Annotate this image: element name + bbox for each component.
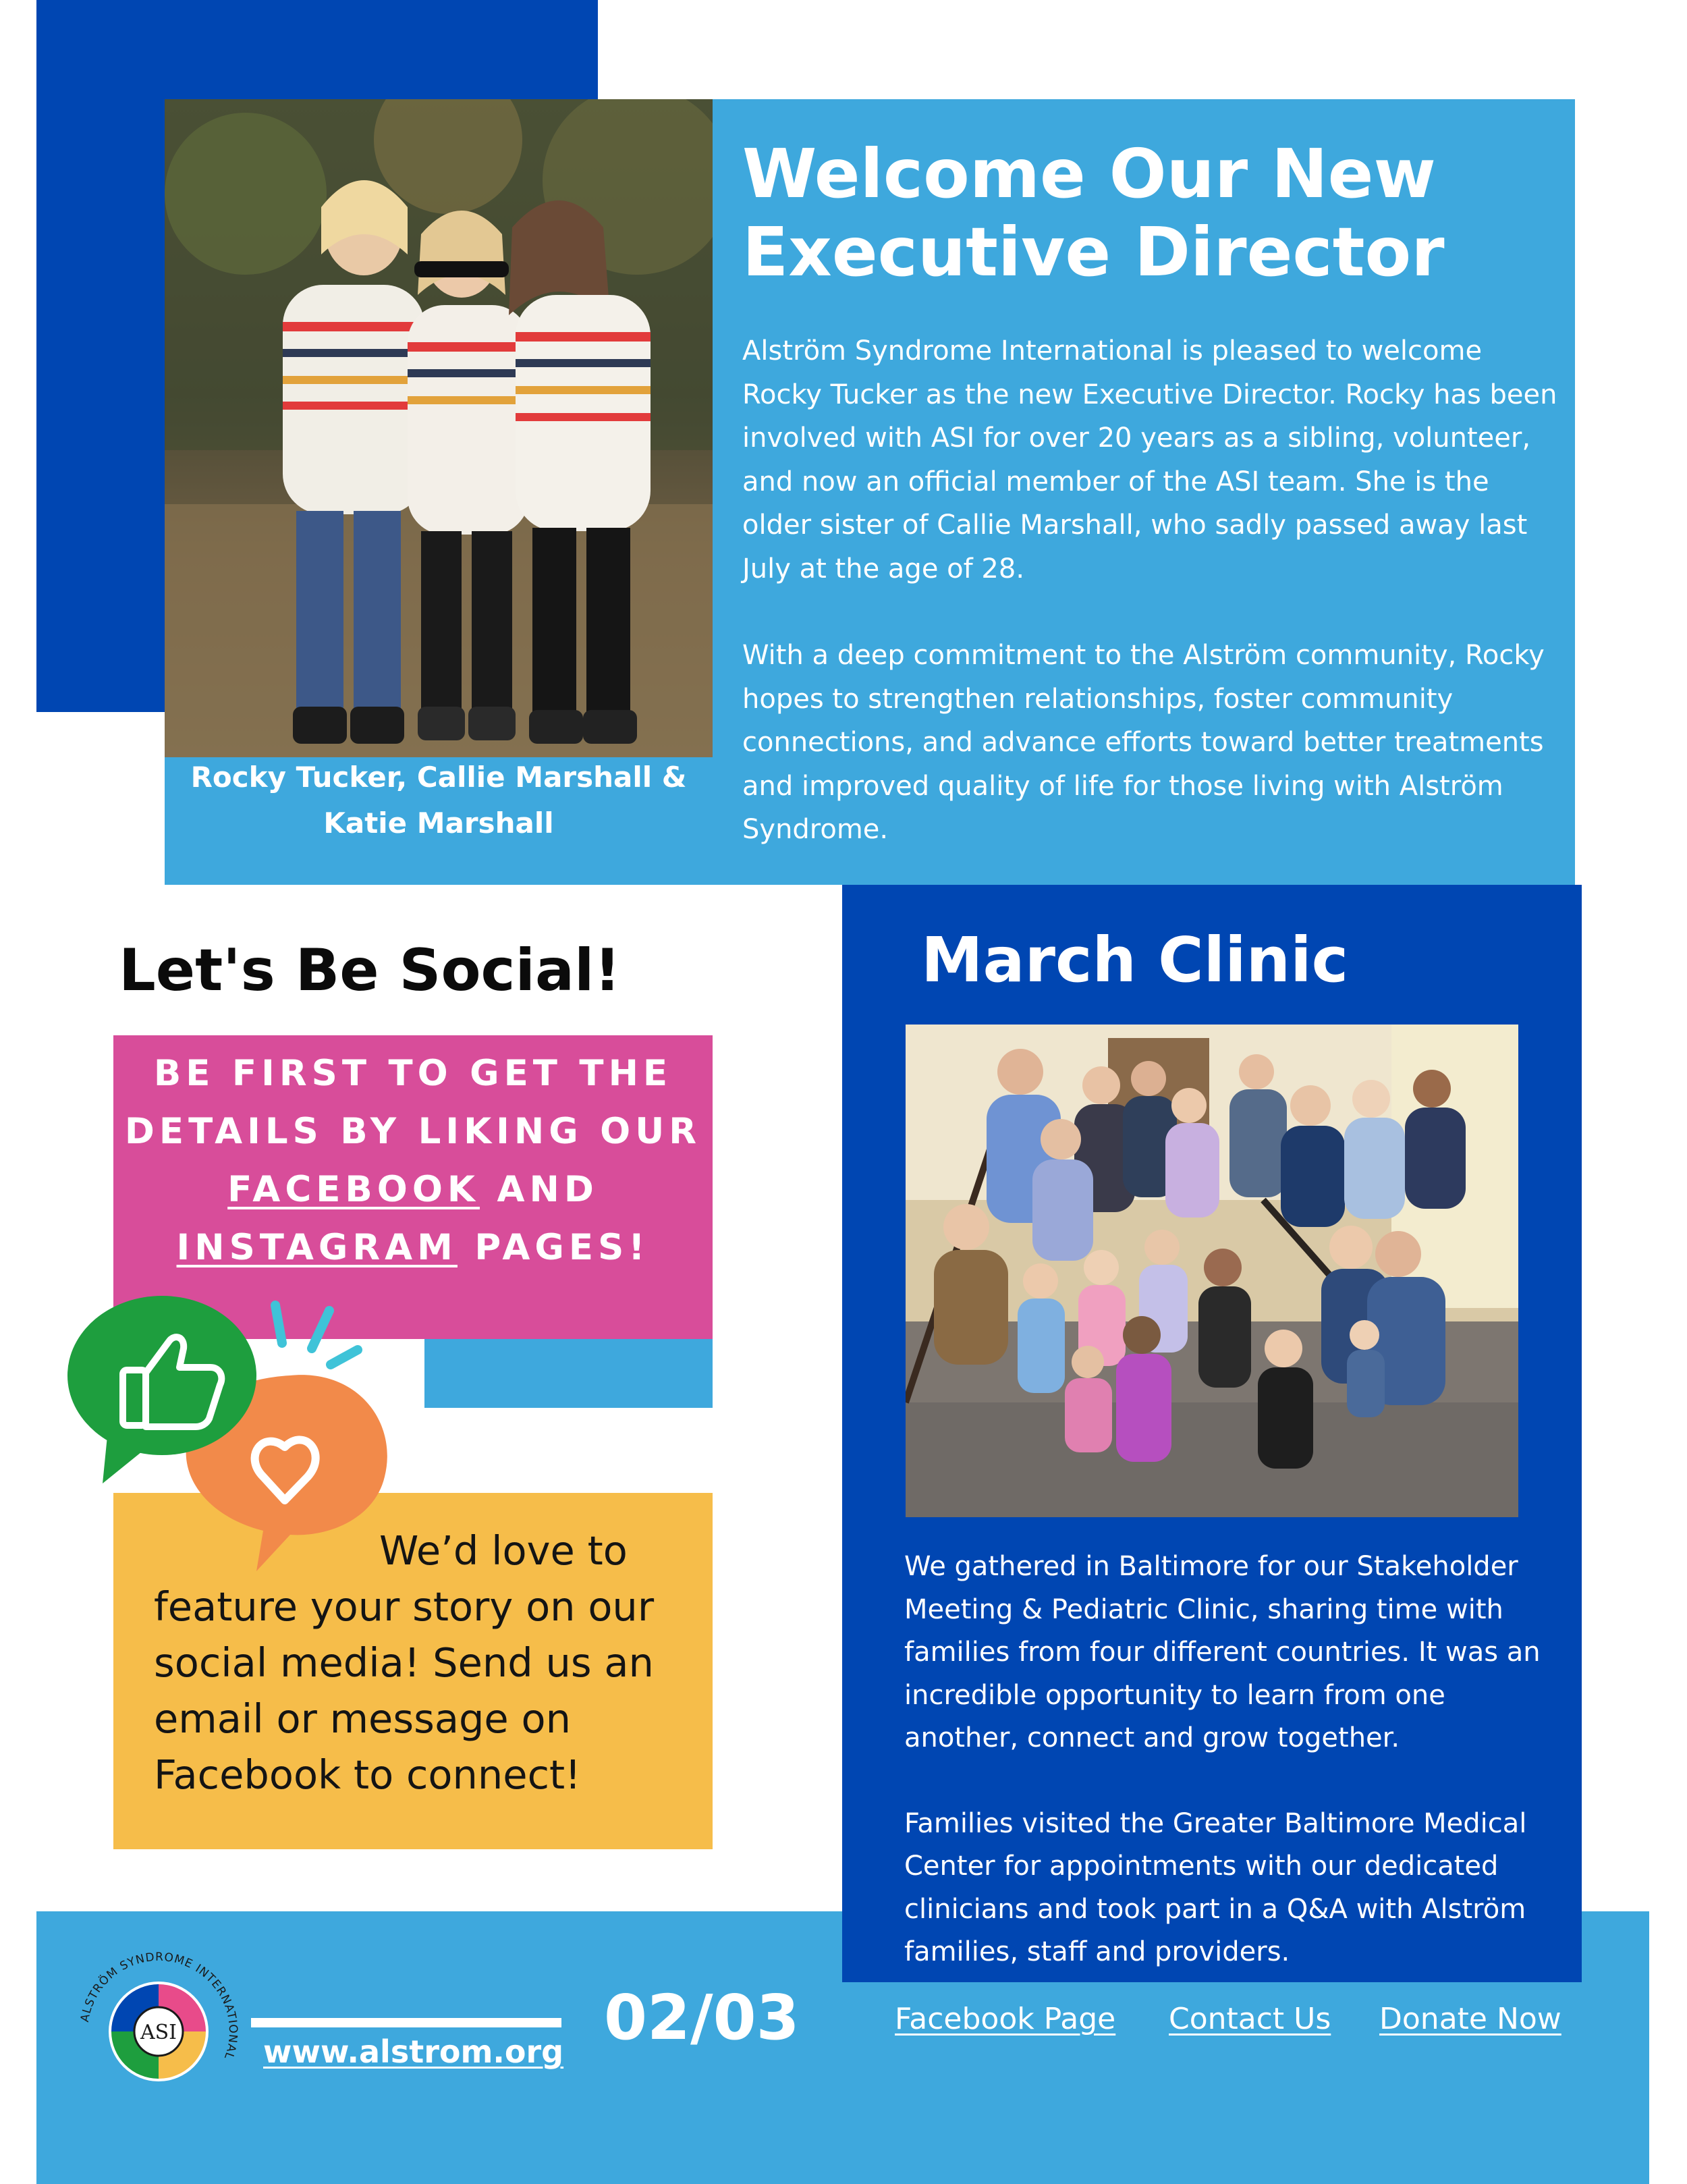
promo-pages: PAGES! (457, 1227, 650, 1268)
photo-caption-line1: Rocky Tucker, Callie Marshall & (190, 761, 687, 794)
promo-line-4 (113, 1219, 713, 1277)
facebook-link[interactable]: FACEBOOK (227, 1169, 480, 1210)
photo-caption (182, 755, 695, 846)
decorative-blue-strip (424, 1339, 713, 1408)
burst-lines-icon (275, 1305, 358, 1365)
feature-text-rest: feature your story on our social media! Send us an email or message on Facebook to connect! (154, 1583, 655, 1798)
clinic-group-photo (906, 1025, 1518, 1517)
asi-logo (74, 1947, 243, 2116)
logo-center-text: ASI (140, 2021, 177, 2044)
donate-now-link[interactable]: Donate Now (1379, 2002, 1561, 2036)
promo-line-1: BE FIRST TO GET THE (153, 1053, 673, 1094)
clinic-paragraph-1: We gathered in Baltimore for our Stakeholder Meeting & Pediatric Clinic, sharing time with families from four different countries. It was an incredible opportunity to learn from one another, connect and grow together. (904, 1551, 1541, 1753)
welcome-paragraph-1: Alström Syndrome International is pleased to welcome Rocky Tucker as the new Executive Director. Rocky has been involved with ASI for over 20 years as a sibling, volunteer, and now an official member of the ASI team. She is the older sister of Callie Marshall, who sadly passed away last July at the age of 28. (742, 335, 1557, 584)
promo-line-2: DETAILS BY LIKING OUR (124, 1111, 702, 1152)
social-promo-text (113, 1045, 713, 1277)
clinic-body (904, 1546, 1552, 1974)
photo-caption-line2: Katie Marshall (323, 807, 554, 840)
welcome-title-line2: Executive Director (742, 213, 1445, 292)
facebook-page-link[interactable]: Facebook Page (895, 2002, 1116, 2036)
welcome-title-line1: Welcome Our New (742, 134, 1436, 213)
feature-text-first-line: We’d love to (379, 1527, 628, 1574)
welcome-body (742, 329, 1559, 852)
footer-divider (251, 2018, 561, 2027)
welcome-title (742, 135, 1552, 292)
social-feature-text (154, 1523, 707, 1803)
promo-and: AND (480, 1169, 599, 1210)
website-link[interactable]: www.alstrom.org (263, 2033, 564, 2070)
logo-ring-text: ALSTRÖM SYNDROME INTERNATIONAL (78, 1950, 240, 2062)
welcome-paragraph-2: With a deep commitment to the Alström community, Rocky hopes to strengthen relationships, foster community connections, and advance efforts toward better treatments and improved quality of life for those living with Alström Syndrome. (742, 640, 1545, 845)
family-photo (165, 99, 713, 757)
page-number: 02/03 (604, 1982, 800, 2054)
instagram-link[interactable]: INSTAGRAM (176, 1227, 458, 1268)
contact-us-link[interactable]: Contact Us (1169, 2002, 1331, 2036)
social-title: Let's Be Social! (119, 937, 621, 1004)
clinic-paragraph-2: Families visited the Greater Baltimore Medical Center for appointments with our dedicated clinicians and took part in a Q&A with Alström families, staff and providers. (904, 1807, 1527, 1967)
clinic-title: March Clinic (921, 924, 1349, 996)
promo-line-3 (113, 1161, 713, 1219)
